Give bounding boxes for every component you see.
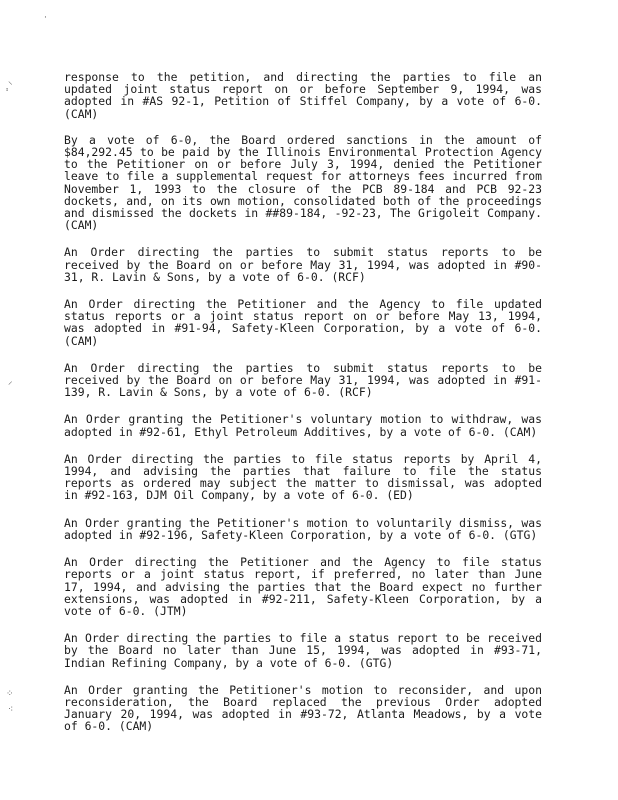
- scan-speck-margin-2: ᶦ: [6, 87, 9, 97]
- paragraph-djm-oil: An Order directing the parties to file status reports by April 4, 1994, and advising the parties that failure to file the status reports as ordered may subject the matter to dismissal, was adopted in #92-163, DJM Oil Company, by a vote of 6-0. (ED): [64, 451, 542, 503]
- scan-speck-margin-3: ⸝: [8, 377, 13, 387]
- paragraph-safety-kleen-92-211: An Order directing the Petitioner and the Agency to file status reports or a joint status report, if preferred, no later than June 17, 1994, and advising the parties that the Board expect no further extensions, was adopted in #92-211, Safety-Kleen Corporation, by a vote of 6-0. (JTM): [64, 555, 542, 618]
- document-body: [64, 71, 542, 748]
- scan-speck-margin-5: ⁖: [8, 705, 14, 715]
- paragraph-lavin-91-139: An Order directing the parties to submit status reports to be received by the Board on or before May 31, 1994, was adopted in #91-139, R. Lavin & Sons, by a vote of 6-0. (RCF): [64, 360, 542, 400]
- scan-speck-margin-1: ⸜: [8, 77, 13, 87]
- paragraph-stiffel: response to the petition, and directing the parties to file an updated joint status report on or before September 9, 1994, was adopted in #AS 92-1, Petition of Stiffel Company, by a vote of 6-0. (CAM): [64, 70, 542, 121]
- paragraph-lavin-90-31: An Order directing the parties to submit status reports to be received by the Board on or before May 31, 1994, was adopted in #90-31, R. Lavin & Sons, by a vote of 6-0. (RCF): [64, 245, 542, 284]
- paragraph-indian-refining: An Order directing the parties to file a status report to be received by the Board no later than June 15, 1994, was adopted in #93-71, Indian Refining Company, by a vote of 6-0. (GTG): [64, 631, 542, 670]
- scan-speck-margin-4: ⁘: [6, 689, 14, 699]
- scan-speck-top: ·: [44, 13, 47, 23]
- paragraph-safety-kleen-91-94: An Order directing the Petitioner and the Agency to file updated status reports or a joint status report on or before May 13, 1994, was adopted in #91-94, Safety-Kleen Corporation, by a vote of 6-0. (CAM): [64, 297, 542, 348]
- paragraph-grigoleit: By a vote of 6-0, the Board ordered sanctions in the amount of $84,292.45 to be paid by the Illinois Environmental Protection Agency to the Petitioner on or before July 3, 1994, denied the Petitioner leave to file a supplemental request for attorneys fees incurred from November 1, 1993 to the closure of the PCB 89-184 and PCB 92-23 dockets, and, on its own motion, consolidated both of the proceedings and dismissed the dockets in ##89-184, -92-23, The Grigoleit Company. (CAM): [64, 132, 542, 233]
- paragraph-safety-kleen-92-196: An Order granting the Petitioner's motion to voluntarily dismiss, was adopted in #92-196, Safety-Kleen Corporation, by a vote of 6-0. (GTG): [64, 515, 542, 542]
- paragraph-atlanta-meadows: An Order granting the Petitioner's motion to reconsider, and upon reconsideration, the Board replaced the previous Order adopted January 20, 1994, was adopted in #93-72, Atlanta Meadows, by a vote of 6-0. (CAM): [64, 682, 542, 734]
- paragraph-ethyl-petroleum: An Order granting the Petitioner's voluntary motion to withdraw, was adopted in #92-61, Ethyl Petroleum Additives, by a vote of 6-0. (CAM): [64, 412, 542, 439]
